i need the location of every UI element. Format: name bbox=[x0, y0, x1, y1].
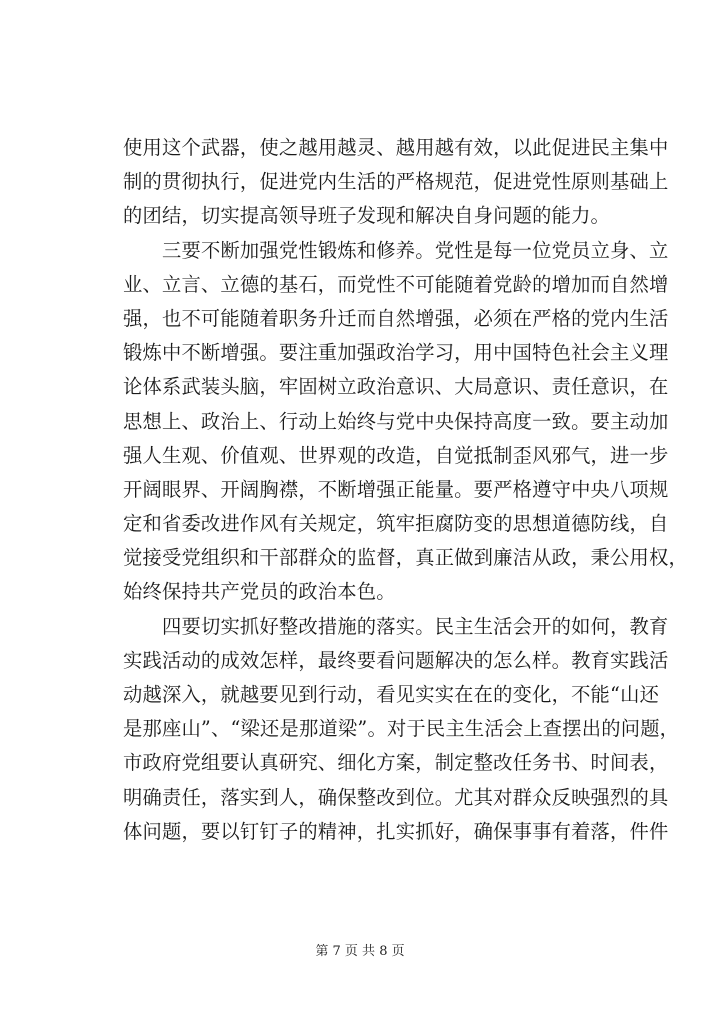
text-line: 市政府党组要认真研究、细化方案，制定整改任务书、时间表， bbox=[123, 751, 669, 775]
text-line: 制的贯彻执行，促进党内生活的严格规范，促进党性原则基础上 bbox=[123, 170, 669, 194]
text-line: 始终保持共产党员的政治本色。 bbox=[123, 580, 396, 604]
text-line: 的团结，切实提高领导班子发现和解决自身问题的能力。 bbox=[123, 204, 611, 228]
text-line: 定和省委改进作风有关规定，筑牢拒腐防变的思想道德防线，自 bbox=[123, 512, 669, 536]
text-line: 实践活动的成效怎样，最终要看问题解决的怎么样。教育实践活 bbox=[123, 648, 669, 672]
text-line: 业、立言、立德的基石，而党性不可能随着党龄的增加而自然增 bbox=[123, 272, 669, 296]
text-line: 使用这个武器，使之越用越灵、越用越有效，以此促进民主集中 bbox=[123, 136, 669, 159]
body-text bbox=[123, 131, 688, 849]
text-line: 明确责任，落实到人，确保整改到位。尤其对群众反映强烈的具 bbox=[123, 785, 669, 809]
text-line: 体问题，要以钉钉子的精神，扎实抓好，确保事事有着落，件件 bbox=[123, 819, 669, 843]
text-line: 思想上、政治上、行动上始终与党中央保持高度一致。要主动加 bbox=[123, 409, 669, 433]
text-line: 是那座山”、“梁还是那道梁”。对于民主生活会上查摆出的问题， bbox=[123, 717, 680, 741]
paragraph-4-first-line: 四要切实抓好整改措施的落实。民主生活会开的如何，教育 bbox=[162, 614, 669, 638]
text-line: 强人生观、价值观、世界观的改造，自觉抵制歪风邪气，进一步 bbox=[123, 443, 669, 467]
text-line: 开阔眼界、开阔胸襟，不断增强正能量。要严格遵守中央八项规 bbox=[123, 477, 669, 501]
text-line: 锻炼中不断增强。要注重加强政治学习，用中国特色社会主义理 bbox=[123, 341, 669, 365]
text-line: 动越深入，就越要见到行动，看见实实在在的变化，不能“山还 bbox=[123, 683, 660, 706]
text-line: 强，也不可能随着职务升迁而自然增强，必须在严格的党内生活 bbox=[123, 306, 669, 330]
paragraph-3-first-line: 三要不断加强党性锻炼和修养。党性是每一位党员立身、立 bbox=[162, 238, 669, 262]
text-line: 觉接受党组织和干部群众的监督，真正做到廉洁从政，秉公用权， bbox=[123, 546, 688, 570]
text-line: 论体系武装头脑，牢固树立政治意识、大局意识、责任意识，在 bbox=[123, 375, 669, 399]
page-number-footer: 第 7 页 共 8 页 bbox=[315, 944, 405, 959]
